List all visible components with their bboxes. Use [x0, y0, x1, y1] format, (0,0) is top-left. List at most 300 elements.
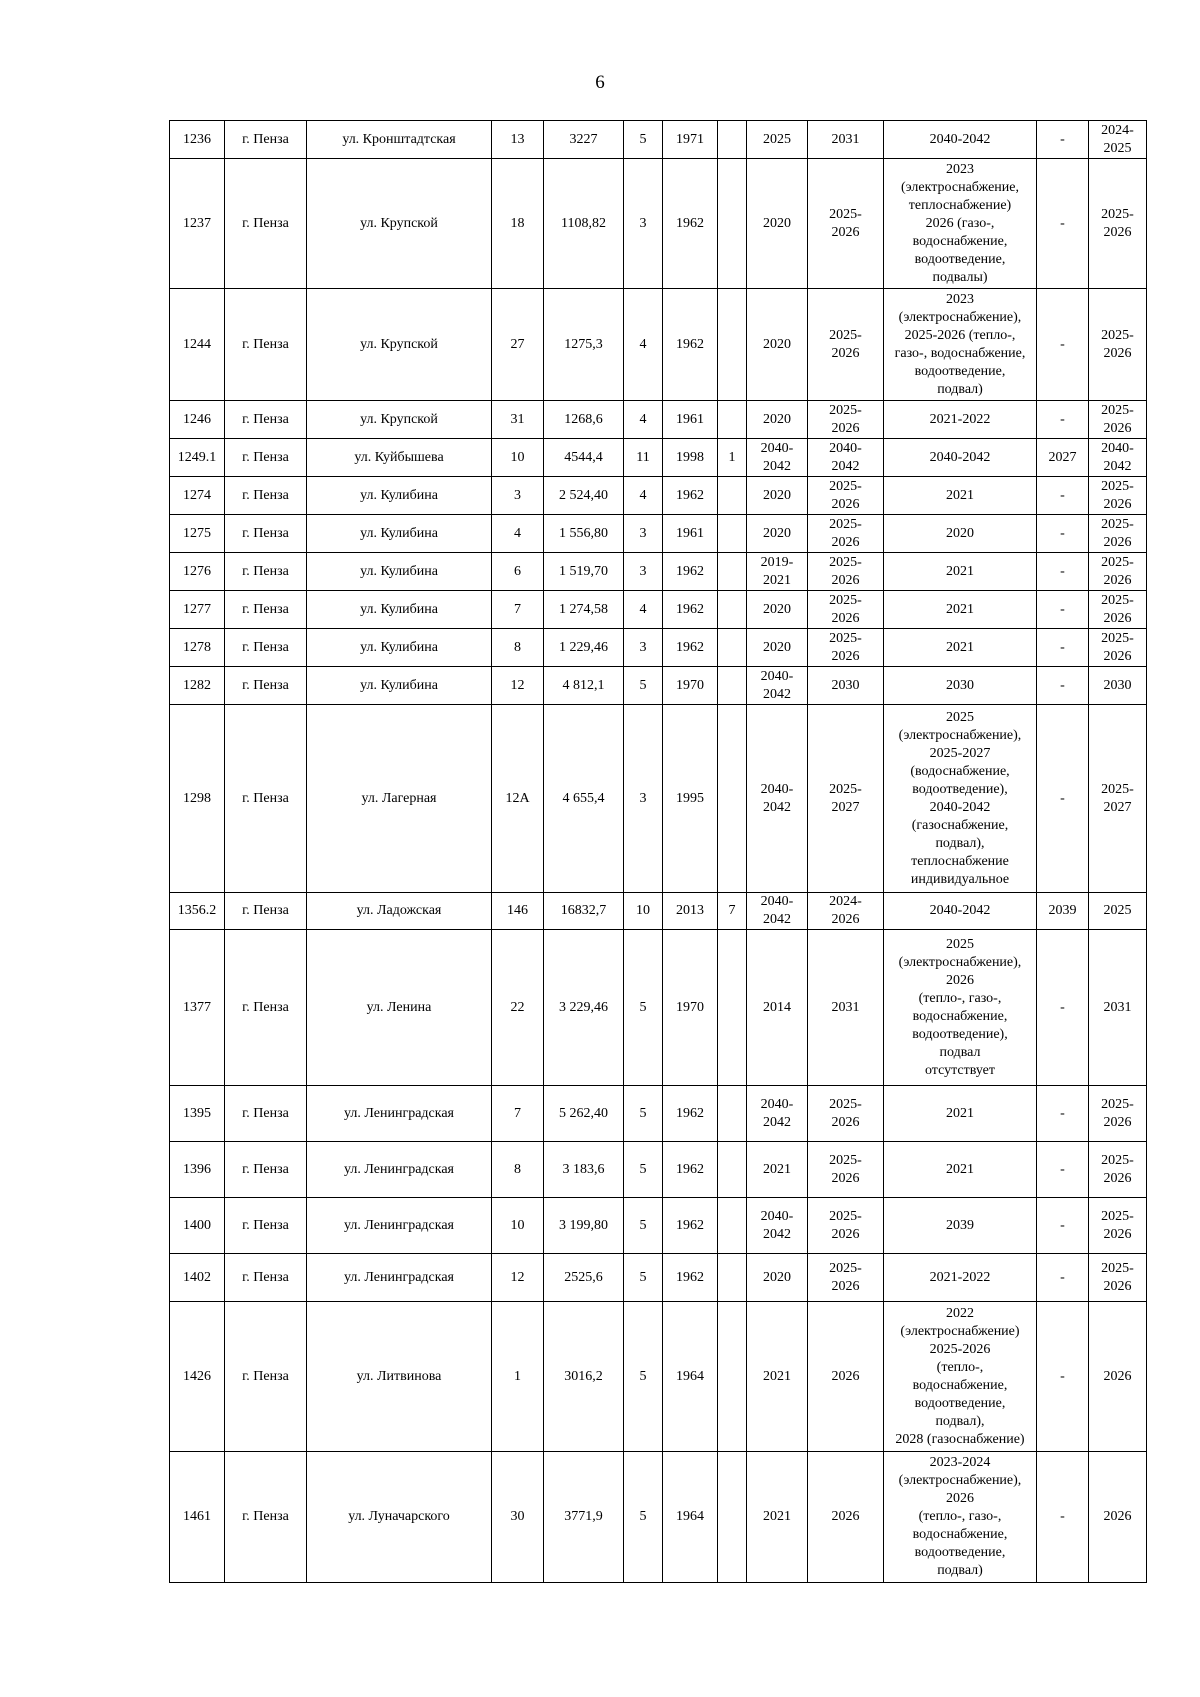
- cell-repair-year-c: [884, 121, 1037, 159]
- cell-city: [225, 477, 307, 515]
- cell-record-number: [170, 1254, 225, 1302]
- cell-house-number: [492, 1086, 544, 1142]
- cell-repair-year-d: [1037, 1254, 1089, 1302]
- cell-text: 1964: [676, 1509, 704, 1524]
- cell-text: 2025- 2026: [1101, 402, 1134, 436]
- cell-repair-year-b: [808, 591, 884, 629]
- cell-text: -: [1060, 1368, 1065, 1384]
- cell-text: 1970: [676, 677, 704, 693]
- cell-floors: [624, 121, 663, 159]
- cell-text: 2031: [831, 131, 860, 147]
- cell-repair-year-a: [747, 159, 808, 289]
- cell-build-year: [663, 401, 718, 439]
- cell-repair-year-c: [884, 591, 1037, 629]
- cell-text: 2025- 2026: [1101, 516, 1134, 550]
- cell-record-number: [170, 1142, 225, 1198]
- cell-text: 2020: [763, 215, 791, 231]
- cell-repair-year-a: [747, 1302, 808, 1452]
- cell-text: ул. Ленина: [366, 999, 432, 1015]
- cell-text: 3 229,46: [559, 999, 608, 1015]
- cell-floors: [624, 1302, 663, 1452]
- cell-record-number: [170, 893, 225, 930]
- cell-entrances: [718, 1452, 747, 1583]
- cell-record-number: [170, 1086, 225, 1142]
- cell-repair-year-b: [808, 159, 884, 289]
- cell-text: 1962: [676, 336, 704, 352]
- cell-text: 3: [514, 487, 521, 503]
- cell-text: 12: [510, 1269, 525, 1285]
- cell-text: 2020: [763, 639, 791, 655]
- cell-text: г. Пенза: [242, 903, 289, 918]
- cell-build-year: [663, 1142, 718, 1198]
- cell-repair-year-e: [1089, 591, 1147, 629]
- cell-area: [544, 591, 624, 629]
- cell-area: [544, 930, 624, 1086]
- cell-text: 6: [514, 563, 521, 579]
- cell-text: 3 183,6: [562, 1161, 605, 1177]
- cell-record-number: [170, 477, 225, 515]
- cell-city: [225, 1254, 307, 1302]
- cell-repair-year-e: [1089, 1452, 1147, 1583]
- cell-repair-year-d: [1037, 553, 1089, 591]
- cell-text: 2025- 2026: [1101, 327, 1134, 361]
- cell-area: [544, 667, 624, 705]
- cell-text: 1236: [183, 131, 211, 147]
- cell-city: [225, 439, 307, 477]
- cell-text: 2040- 2042: [760, 668, 794, 702]
- cell-build-year: [663, 1452, 718, 1583]
- housing-registry-table: [169, 120, 1147, 1583]
- cell-repair-year-d: [1037, 629, 1089, 667]
- cell-text: 2025- 2026: [1101, 1152, 1134, 1186]
- cell-text: 2025- 2026: [1101, 1260, 1134, 1294]
- cell-repair-year-a: [747, 1254, 808, 1302]
- cell-repair-year-a: [747, 705, 808, 893]
- cell-text: 2020: [763, 336, 791, 352]
- cell-street: [307, 439, 492, 477]
- cell-text: -: [1060, 999, 1065, 1015]
- cell-text: -: [1060, 601, 1065, 617]
- cell-house-number: [492, 667, 544, 705]
- cell-floors: [624, 1452, 663, 1583]
- cell-entrances: [718, 477, 747, 515]
- cell-text: 4 655,4: [562, 790, 605, 806]
- cell-text: ул. Крупской: [360, 411, 438, 427]
- cell-text: г. Пенза: [242, 1105, 289, 1121]
- cell-text: г. Пенза: [242, 1269, 289, 1285]
- cell-repair-year-d: [1037, 439, 1089, 477]
- cell-city: [225, 629, 307, 667]
- cell-repair-year-e: [1089, 439, 1147, 477]
- cell-text: 1962: [676, 563, 704, 579]
- cell-city: [225, 1086, 307, 1142]
- cell-text: -: [1060, 487, 1065, 503]
- cell-text: 1268,6: [564, 411, 603, 427]
- cell-house-number: [492, 401, 544, 439]
- cell-text: 2025: [763, 131, 791, 147]
- cell-text: 7: [514, 1105, 521, 1121]
- cell-text: ул. Ленинградская: [344, 1217, 454, 1233]
- cell-record-number: [170, 515, 225, 553]
- page-number: 6: [595, 72, 605, 93]
- cell-record-number: [170, 401, 225, 439]
- cell-street: [307, 477, 492, 515]
- cell-repair-year-d: [1037, 1452, 1089, 1583]
- cell-build-year: [663, 591, 718, 629]
- cell-floors: [624, 1142, 663, 1198]
- cell-text: 1275: [183, 525, 211, 541]
- cell-text: г. Пенза: [242, 1161, 289, 1177]
- cell-floors: [624, 401, 663, 439]
- table-row: [170, 1086, 1147, 1142]
- cell-text: 1971: [676, 131, 704, 147]
- cell-text: ул. Кулибина: [360, 563, 438, 579]
- cell-repair-year-e: [1089, 553, 1147, 591]
- cell-text: 2040- 2042: [829, 440, 862, 474]
- cell-repair-year-b: [808, 629, 884, 667]
- cell-record-number: [170, 121, 225, 159]
- cell-text: 1246: [183, 411, 211, 427]
- cell-text: 3016,2: [564, 1368, 603, 1384]
- table-row: [170, 1142, 1147, 1198]
- cell-repair-year-e: [1089, 121, 1147, 159]
- cell-repair-year-e: [1089, 1302, 1147, 1452]
- cell-city: [225, 930, 307, 1086]
- cell-text: 1356.2: [177, 903, 217, 918]
- cell-repair-year-d: [1037, 121, 1089, 159]
- table-row: [170, 667, 1147, 705]
- cell-entrances: [718, 893, 747, 930]
- cell-text: 2025- 2027: [829, 781, 862, 815]
- cell-record-number: [170, 629, 225, 667]
- cell-text: 5: [639, 1105, 647, 1121]
- cell-text: ул. Лагерная: [361, 790, 437, 806]
- cell-floors: [624, 159, 663, 289]
- cell-text: 2040- 2042: [1101, 440, 1134, 474]
- table-row: [170, 401, 1147, 439]
- cell-text: 2019- 2021: [760, 554, 794, 588]
- cell-entrances: [718, 1254, 747, 1302]
- cell-text: 1964: [676, 1368, 704, 1384]
- cell-text: -: [1060, 336, 1065, 352]
- cell-record-number: [170, 159, 225, 289]
- cell-repair-year-e: [1089, 930, 1147, 1086]
- table-row: [170, 121, 1147, 159]
- cell-text: 3227: [569, 131, 598, 147]
- cell-text: 1277: [183, 601, 211, 617]
- cell-floors: [624, 439, 663, 477]
- cell-text: 2026: [1103, 1509, 1132, 1524]
- cell-build-year: [663, 439, 718, 477]
- cell-text: 2025- 2026: [1101, 554, 1134, 588]
- cell-record-number: [170, 591, 225, 629]
- cell-repair-year-a: [747, 439, 808, 477]
- cell-area: [544, 159, 624, 289]
- cell-repair-year-b: [808, 439, 884, 477]
- cell-repair-year-e: [1089, 893, 1147, 930]
- cell-city: [225, 515, 307, 553]
- cell-text: 22: [510, 999, 525, 1015]
- cell-text: 4: [514, 525, 521, 541]
- cell-entrances: [718, 1302, 747, 1452]
- cell-text: -: [1060, 1161, 1065, 1177]
- table-row: [170, 893, 1147, 930]
- cell-repair-year-b: [808, 930, 884, 1086]
- cell-street: [307, 667, 492, 705]
- cell-text: 2013: [676, 903, 704, 918]
- cell-street: [307, 629, 492, 667]
- cell-repair-year-c: [884, 1086, 1037, 1142]
- cell-text: 2026: [831, 1509, 860, 1524]
- cell-text: 5: [639, 1368, 647, 1384]
- cell-text: 1426: [183, 1368, 211, 1384]
- cell-text: 2023 (электроснабжение, теплоснабжение) 2026 (газо-, водоснабжение, водоотведение, подвалы): [901, 161, 1019, 285]
- cell-text: г. Пенза: [242, 487, 289, 503]
- cell-repair-year-b: [808, 667, 884, 705]
- cell-entrances: [718, 1142, 747, 1198]
- cell-repair-year-c: [884, 553, 1037, 591]
- cell-text: 2025- 2026: [829, 402, 862, 436]
- cell-text: 2040- 2042: [760, 1208, 794, 1242]
- cell-text: ул. Ленинградская: [344, 1161, 454, 1177]
- cell-text: ул. Крупской: [360, 336, 438, 352]
- cell-house-number: [492, 591, 544, 629]
- cell-text: 2525,6: [564, 1269, 603, 1285]
- cell-repair-year-e: [1089, 515, 1147, 553]
- cell-text: 1961: [676, 525, 704, 541]
- cell-text: 2030: [946, 677, 974, 693]
- cell-build-year: [663, 553, 718, 591]
- cell-text: 1962: [676, 1161, 704, 1177]
- table-row: [170, 629, 1147, 667]
- cell-floors: [624, 1086, 663, 1142]
- cell-repair-year-a: [747, 515, 808, 553]
- cell-street: [307, 1086, 492, 1142]
- cell-text: 1962: [676, 215, 704, 231]
- cell-repair-year-c: [884, 629, 1037, 667]
- cell-text: 13: [510, 131, 525, 147]
- cell-text: ул. Кронштадтская: [342, 131, 456, 147]
- cell-record-number: [170, 289, 225, 401]
- cell-text: 1237: [183, 215, 211, 231]
- cell-text: 2025- 2026: [1101, 592, 1134, 626]
- cell-text: 1962: [676, 1105, 704, 1121]
- cell-text: 1402: [183, 1269, 211, 1285]
- cell-repair-year-b: [808, 401, 884, 439]
- cell-text: 2014: [763, 999, 791, 1015]
- cell-text: 5: [639, 1509, 647, 1524]
- cell-build-year: [663, 930, 718, 1086]
- cell-repair-year-d: [1037, 477, 1089, 515]
- cell-repair-year-e: [1089, 477, 1147, 515]
- cell-city: [225, 1198, 307, 1254]
- cell-text: 1400: [183, 1217, 211, 1233]
- cell-house-number: [492, 1254, 544, 1302]
- cell-repair-year-e: [1089, 289, 1147, 401]
- table-row: [170, 515, 1147, 553]
- cell-street: [307, 553, 492, 591]
- cell-text: 3: [639, 215, 647, 231]
- cell-entrances: [718, 121, 747, 159]
- cell-record-number: [170, 553, 225, 591]
- cell-text: 2040- 2042: [760, 894, 794, 927]
- cell-area: [544, 1198, 624, 1254]
- cell-street: [307, 289, 492, 401]
- cell-text: г. Пенза: [242, 449, 289, 465]
- cell-text: 4544,4: [564, 449, 603, 465]
- cell-repair-year-b: [808, 1254, 884, 1302]
- cell-street: [307, 515, 492, 553]
- cell-text: ул. Кулибина: [360, 639, 438, 655]
- cell-repair-year-a: [747, 1142, 808, 1198]
- cell-house-number: [492, 930, 544, 1086]
- cell-repair-year-a: [747, 477, 808, 515]
- cell-text: 10: [510, 1217, 525, 1233]
- cell-area: [544, 705, 624, 893]
- cell-text: ул. Ладожская: [356, 903, 442, 918]
- cell-text: 1 519,70: [559, 563, 608, 579]
- cell-text: -: [1060, 639, 1065, 655]
- table-row: [170, 553, 1147, 591]
- cell-floors: [624, 289, 663, 401]
- cell-text: 2030: [1103, 677, 1132, 693]
- table-row: [170, 1452, 1147, 1583]
- cell-street: [307, 1452, 492, 1583]
- cell-text: 2040- 2042: [760, 440, 794, 474]
- cell-text: 1970: [676, 999, 704, 1015]
- cell-repair-year-a: [747, 667, 808, 705]
- cell-text: 2022 (электроснабжение) 2025-2026 (тепло-, водоснабжение, водоотведение, подвал), 2028 (газоснабжение): [895, 1305, 1025, 1447]
- cell-text: 2026: [1103, 1368, 1132, 1384]
- cell-repair-year-e: [1089, 1086, 1147, 1142]
- cell-text: 2025- 2026: [829, 516, 862, 550]
- cell-text: 1249.1: [177, 449, 217, 465]
- cell-text: г. Пенза: [242, 563, 289, 579]
- cell-text: г. Пенза: [242, 601, 289, 617]
- cell-text: -: [1060, 1509, 1065, 1524]
- cell-city: [225, 1452, 307, 1583]
- cell-city: [225, 591, 307, 629]
- cell-repair-year-b: [808, 1142, 884, 1198]
- table-row: [170, 705, 1147, 893]
- cell-text: 2023-2024 (электроснабжение), 2026 (тепло-, газо-, водоснабжение, водоотведение, подвал): [898, 1455, 1022, 1578]
- cell-text: 2030: [831, 677, 860, 693]
- cell-repair-year-c: [884, 930, 1037, 1086]
- cell-text: 2026: [831, 1368, 860, 1384]
- cell-floors: [624, 1254, 663, 1302]
- cell-repair-year-e: [1089, 401, 1147, 439]
- cell-repair-year-a: [747, 930, 808, 1086]
- cell-text: 3: [639, 563, 647, 579]
- cell-repair-year-c: [884, 667, 1037, 705]
- cell-text: г. Пенза: [242, 411, 289, 427]
- cell-build-year: [663, 1086, 718, 1142]
- cell-text: 2021: [763, 1509, 791, 1524]
- cell-text: 2031: [1103, 999, 1132, 1015]
- cell-build-year: [663, 705, 718, 893]
- cell-text: -: [1060, 677, 1065, 693]
- cell-text: 1 229,46: [559, 639, 608, 655]
- cell-text: 2025- 2026: [829, 1096, 862, 1130]
- cell-repair-year-a: [747, 893, 808, 930]
- cell-entrances: [718, 553, 747, 591]
- cell-area: [544, 515, 624, 553]
- cell-repair-year-e: [1089, 667, 1147, 705]
- cell-text: 5: [639, 1269, 647, 1285]
- cell-text: 1962: [676, 1217, 704, 1233]
- cell-text: 1998: [676, 449, 704, 465]
- cell-repair-year-a: [747, 401, 808, 439]
- cell-text: 2040-2042: [929, 449, 991, 465]
- cell-text: 2025: [1103, 903, 1132, 918]
- cell-house-number: [492, 705, 544, 893]
- cell-text: г. Пенза: [242, 215, 289, 231]
- cell-entrances: [718, 629, 747, 667]
- cell-floors: [624, 705, 663, 893]
- table-row: [170, 159, 1147, 289]
- cell-text: г. Пенза: [242, 677, 289, 693]
- cell-repair-year-b: [808, 1198, 884, 1254]
- cell-text: 2039: [946, 1217, 974, 1233]
- cell-entrances: [718, 591, 747, 629]
- cell-street: [307, 705, 492, 893]
- cell-build-year: [663, 121, 718, 159]
- cell-area: [544, 1302, 624, 1452]
- cell-repair-year-d: [1037, 930, 1089, 1086]
- cell-entrances: [718, 159, 747, 289]
- cell-text: 2021: [946, 1105, 974, 1121]
- cell-repair-year-c: [884, 1198, 1037, 1254]
- cell-repair-year-d: [1037, 591, 1089, 629]
- cell-street: [307, 930, 492, 1086]
- cell-text: -: [1060, 1105, 1065, 1121]
- cell-text: 2021: [763, 1368, 791, 1384]
- cell-text: -: [1060, 1217, 1065, 1233]
- cell-repair-year-d: [1037, 667, 1089, 705]
- cell-text: г. Пенза: [242, 790, 289, 806]
- cell-build-year: [663, 289, 718, 401]
- cell-text: ул. Кулибина: [360, 601, 438, 617]
- cell-text: 5: [639, 677, 647, 693]
- table-row: [170, 289, 1147, 401]
- cell-build-year: [663, 477, 718, 515]
- cell-floors: [624, 515, 663, 553]
- cell-area: [544, 629, 624, 667]
- cell-repair-year-b: [808, 893, 884, 930]
- cell-repair-year-b: [808, 1302, 884, 1452]
- cell-text: 2021: [946, 563, 974, 579]
- cell-text: ул. Крупской: [360, 215, 438, 231]
- cell-text: 2025- 2026: [829, 592, 862, 626]
- cell-text: 12: [510, 677, 525, 693]
- cell-repair-year-c: [884, 1302, 1037, 1452]
- cell-text: 5: [639, 131, 647, 147]
- cell-text: 1: [514, 1368, 521, 1384]
- cell-house-number: [492, 477, 544, 515]
- cell-city: [225, 893, 307, 930]
- cell-text: 4: [639, 411, 647, 427]
- table-row: [170, 930, 1147, 1086]
- cell-street: [307, 1142, 492, 1198]
- cell-house-number: [492, 1452, 544, 1583]
- cell-repair-year-c: [884, 401, 1037, 439]
- cell-repair-year-e: [1089, 1198, 1147, 1254]
- cell-text: 2024- 2026: [829, 894, 862, 927]
- cell-area: [544, 401, 624, 439]
- cell-text: 1298: [183, 790, 211, 806]
- cell-text: -: [1060, 411, 1065, 427]
- cell-floors: [624, 553, 663, 591]
